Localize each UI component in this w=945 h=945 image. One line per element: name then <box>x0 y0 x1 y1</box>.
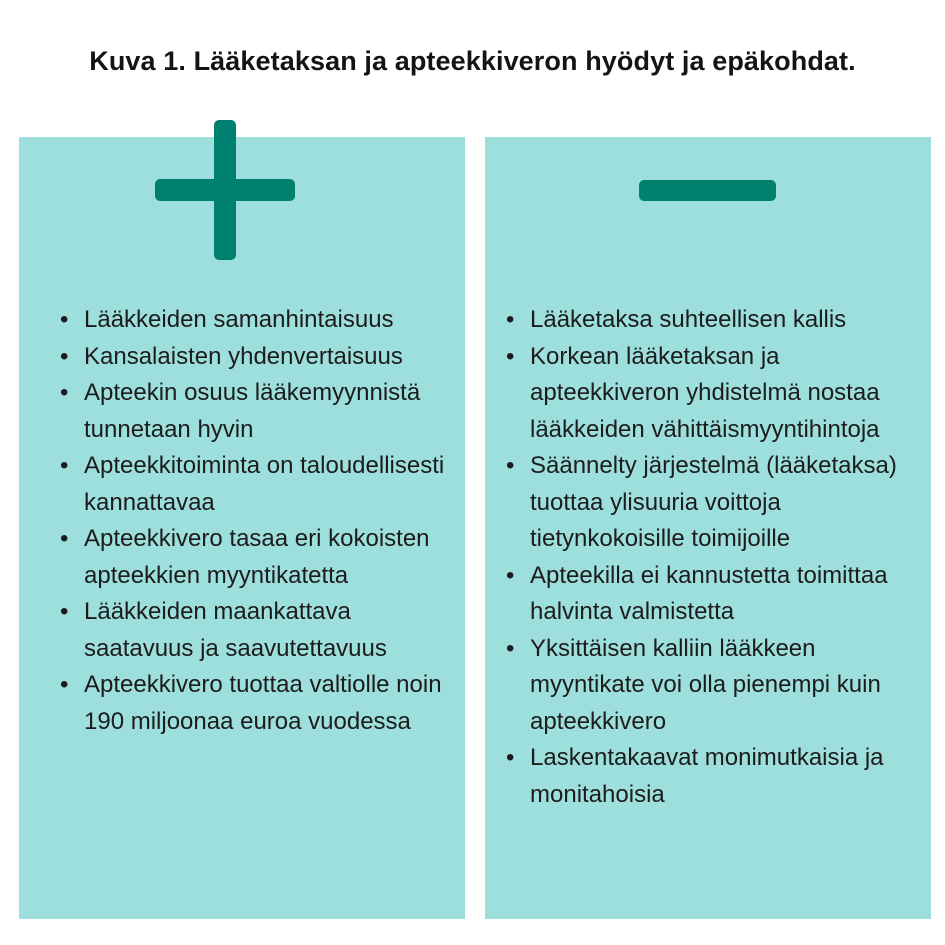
cons-list-item <box>506 631 926 741</box>
pros-item-text: Apteekkitoiminta on taloudellisesti kannattavaa <box>84 452 445 516</box>
cons-list <box>506 302 926 813</box>
cons-item-text: Lääketaksa suhteellisen kallis <box>530 306 847 333</box>
plus-icon-horizontal-bar <box>155 179 295 201</box>
cons-list-item <box>506 740 926 813</box>
bullet-icon: • <box>60 671 69 698</box>
bullet-icon: • <box>506 306 515 333</box>
figure-title: Kuva 1. Lääketaksan ja apteekkiveron hyödyt ja epäkohdat. <box>89 46 856 76</box>
cons-item-text: Laskentakaavat monimutkaisia ja monitahoisia <box>530 744 884 808</box>
cons-item-text: Korkean lääketaksan ja apteekkiveron yhdistelmä nostaa lääkkeiden vähittäismyyntihintoja <box>530 342 880 443</box>
pros-list-item <box>60 594 455 667</box>
bullet-icon: • <box>506 452 515 479</box>
cons-item-text: Säännelty järjestelmä (lääketaksa) tuottaa ylisuuria voittoja tietynkokoisille toimijoille <box>530 452 897 552</box>
minus-icon <box>639 180 776 201</box>
pros-list-item <box>60 448 455 521</box>
pros-list-item <box>60 667 455 740</box>
pros-item-text: Kansalaisten yhdenvertaisuus <box>84 342 403 370</box>
pros-item-text: Apteekkivero tuottaa valtiolle noin 190 miljoonaa euroa vuodessa <box>84 671 442 735</box>
pros-list-item <box>60 521 455 594</box>
cons-list-item <box>506 558 926 631</box>
pros-list-item <box>60 302 455 339</box>
pros-list-item <box>60 375 455 448</box>
bullet-icon: • <box>60 525 69 552</box>
bullet-icon: • <box>506 634 515 662</box>
bullet-icon: • <box>60 598 69 625</box>
pros-item-text: Lääkkeiden maankattava saatavuus ja saavutettavuus <box>84 598 387 662</box>
cons-list-item <box>506 448 926 558</box>
pros-item-text: Apteekkivero tasaa eri kokoisten apteekkien myyntikatetta <box>84 525 430 589</box>
bullet-icon: • <box>506 342 515 370</box>
bullet-icon: • <box>506 561 515 589</box>
cons-list-item <box>506 302 926 339</box>
cons-item-text: Apteekilla ei kannustetta toimittaa halvinta valmistetta <box>530 561 888 625</box>
bullet-icon: • <box>60 452 69 479</box>
pros-item-text: Lääkkeiden samanhintaisuus <box>84 306 394 333</box>
pros-list <box>60 302 455 740</box>
pros-item-text: Apteekin osuus lääkemyynnistä tunnetaan hyvin <box>84 379 421 443</box>
bullet-icon: • <box>506 744 515 771</box>
bullet-icon: • <box>60 342 69 370</box>
pros-list-item <box>60 339 455 376</box>
cons-list-item <box>506 339 926 449</box>
bullet-icon: • <box>60 306 69 333</box>
bullet-icon: • <box>60 379 69 406</box>
cons-item-text: Yksittäisen kalliin lääkkeen myyntikate voi olla pienempi kuin apteekkivero <box>530 634 881 735</box>
